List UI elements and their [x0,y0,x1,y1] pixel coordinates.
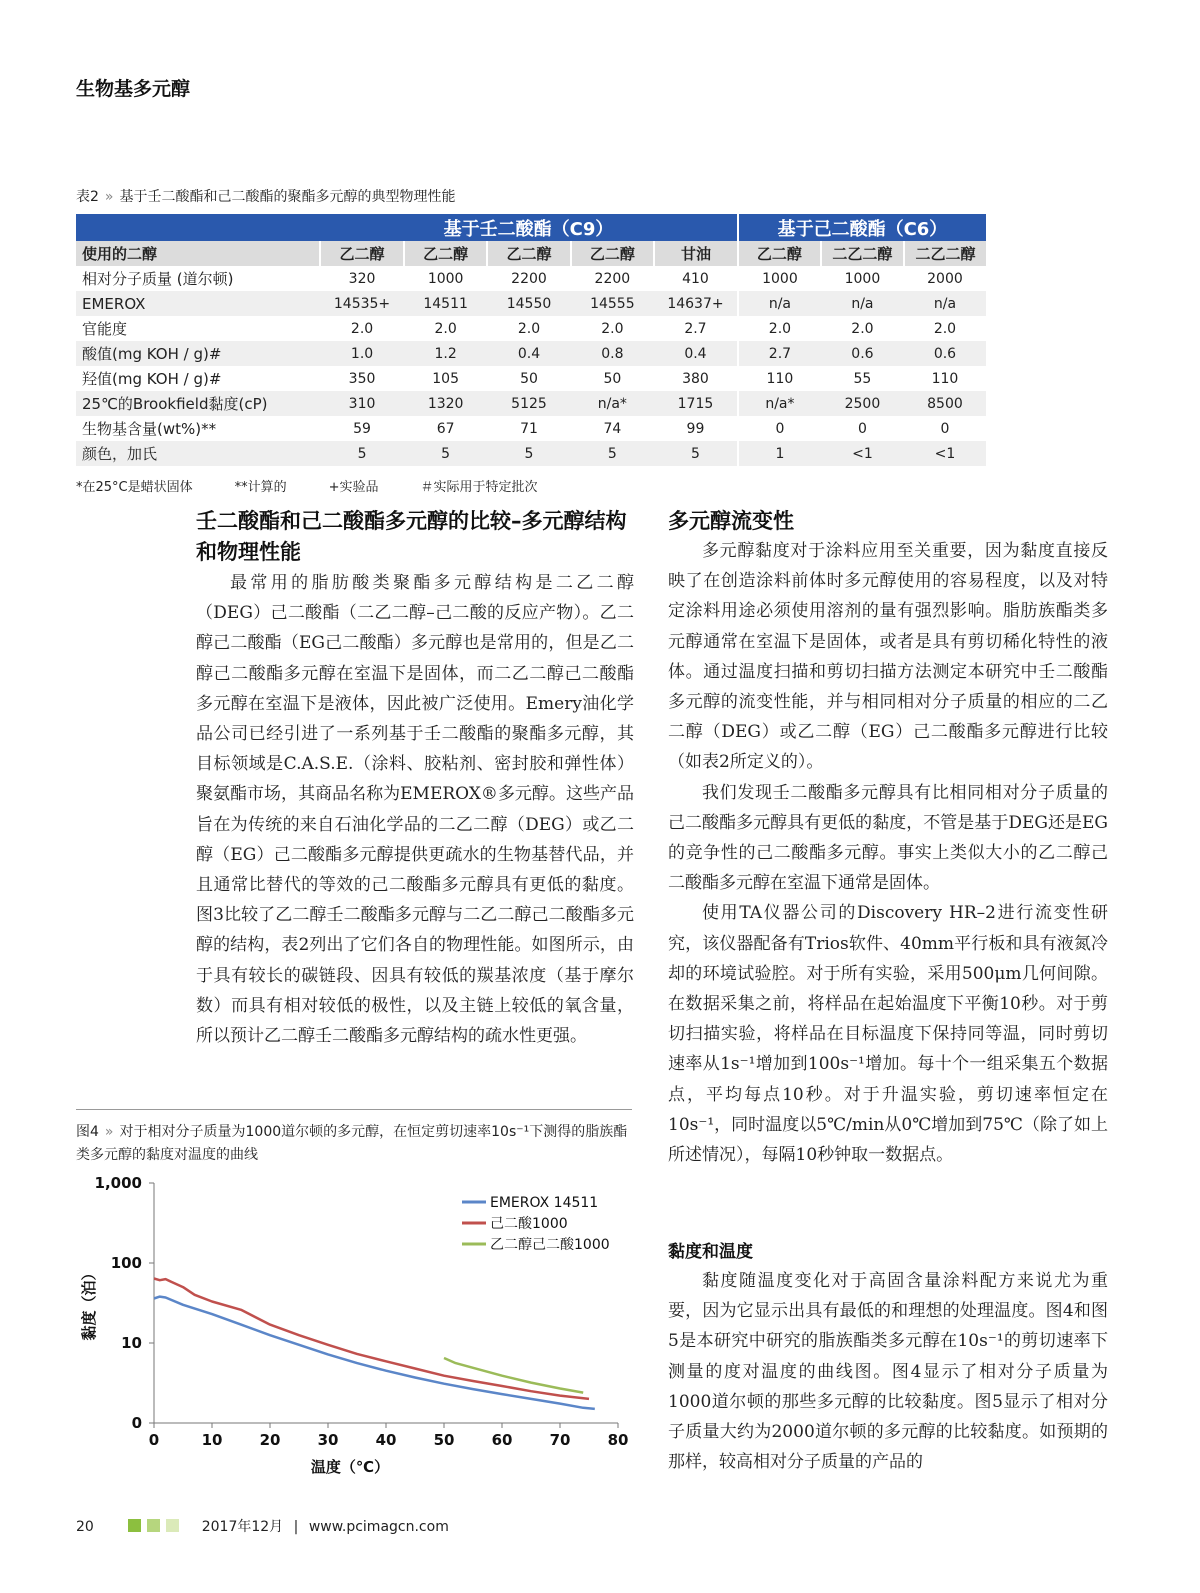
right-paragraph-3: 使用TA仪器公司的Discovery HR–2进行流变性研究，该仪器配备有Trios软件、40mm平行板和具有液氮冷却的环境试验腔。对于所有实验，采用500μm几何间隙。在数据采集之前，将样品在起始温度下平衡10秒。对于剪切扫描实验，将样品在目标温度下保持同等温，同时剪切速率从1s⁻¹增加到100s⁻¹增加。每十个一组采集五个数据点，平均每点10秒。对于升温实验，剪切速率恒定在10s⁻¹，同时温度以5℃/min从0℃增加到75℃（除了如上所述情况），每隔10秒钟取一数据点。 [668,903,1108,1166]
table-cell: 2.0 [821,316,904,341]
table-cell: n/a* [738,391,821,416]
footer-square-icon [166,1519,179,1532]
diol-row-label: 使用的二醇 [76,241,320,266]
table-cell: 14550 [487,291,570,316]
table-row [76,416,986,441]
group-header-c6: 基于己二酸酯（C6） [738,214,986,241]
table-cell: 1715 [654,391,738,416]
table-cell: 5 [571,441,654,466]
x-tick-label: 20 [259,1431,281,1449]
table-cell: 0.4 [654,341,738,366]
footer-website: www.pcimagcn.com [308,1519,449,1535]
y-tick-label: 0 [131,1414,142,1432]
diol-cell: 甘油 [654,241,738,266]
x-tick-label: 30 [317,1431,339,1449]
page-footer [76,1516,449,1536]
table-caption-text: 基于壬二酸酯和己二酸酯的聚酯多元醇的典型物理性能 [119,189,456,205]
table-cell: 67 [404,416,487,441]
table-cell: 2.0 [571,316,654,341]
right-paragraph-4: 黏度随温度变化对于高固含量涂料配方来说尤为重要，因为它显示出具有最低的和理想的处理温度。图4和图5是本研究中研究的脂族酯类多元醇在10s⁻¹的剪切速率下测量的度对温度的曲线图。图4显示了相对分子质量为1000道尔顿的那些多元醇的比较黏度。图5显示了相对分子质量大约为2000道尔顿的多元醇的比较黏度。如预期的那样，较高相对分子质量的产品的 [668,1271,1108,1473]
table-cell: 5 [487,441,570,466]
table-cell: 5 [654,441,738,466]
table-cell: 50 [571,366,654,391]
table-cell: 105 [404,366,487,391]
right-section-body-2 [668,1266,1108,1477]
table-diol-row [76,241,986,266]
table-cell: 1000 [821,266,904,291]
table-row [76,441,986,466]
table-caption [76,186,456,206]
table-corner-cell [76,214,320,241]
table-cell: n/a [738,291,821,316]
diol-cell: 乙二醇 [738,241,821,266]
page-number: 20 [76,1519,94,1535]
table-row [76,341,986,366]
table-row [76,366,986,391]
table-row-label: 官能度 [76,316,320,341]
y-tick-label: 100 [110,1254,142,1272]
y-tick-label: 10 [121,1334,142,1352]
table-cell: 110 [738,366,821,391]
table-cell: 0 [738,416,821,441]
table-cell: n/a [904,291,986,316]
table-row [76,391,986,416]
table-cell: <1 [904,441,986,466]
table-cell: 14637+ [654,291,738,316]
x-tick-label: 0 [148,1431,160,1449]
table-cell: 2.0 [404,316,487,341]
diol-cell: 乙二醇 [571,241,654,266]
table-cell: 1000 [404,266,487,291]
figure-divider [76,1109,632,1110]
x-tick-label: 70 [549,1431,571,1449]
right-section-heading: 多元醇流变性 [668,509,794,533]
table-cell: 1 [738,441,821,466]
table-cell: 2.0 [487,316,570,341]
legend-label: 乙二醇己二酸1000 [490,1237,610,1253]
right-section-body [668,536,1108,1170]
table-cell: 1320 [404,391,487,416]
table-cell: 320 [320,266,404,291]
y-axis-label: 黏度（泊） [80,1265,98,1341]
table-cell: 2.0 [904,316,986,341]
table-cell: 5 [404,441,487,466]
table-cell: 2200 [487,266,570,291]
footer-divider: | [293,1519,299,1535]
chevron-right-icon: » [104,189,114,205]
table-row-label: 颜色，加氏 [76,441,320,466]
table-cell: 59 [320,416,404,441]
row-label-text: 酸值(mg KOH / g)# [82,345,222,363]
footer-square-icon [147,1519,160,1532]
table-cell: 1.2 [404,341,487,366]
footnote: *在25°C是蜡状固体 [76,480,193,495]
right-paragraph-2: 我们发现壬二酸酯多元醇具有比相同相对分子质量的己二酸酯多元醇具有更低的黏度，不管是基于DEG还是EG的竞争性的己二酸酯多元醇。事实上类似大小的乙二醇己二酸酯多元醇在室温下通常是固体。 [668,782,1108,894]
footer-square-icon [128,1519,141,1532]
diol-cell: 二乙二醇 [821,241,904,266]
right-paragraph-1: 多元醇黏度对于涂料应用至关重要，因为黏度直接反映了在创造涂料前体时多元醇使用的容易程度，以及对特定涂料用途必须使用溶剂的量有强烈影响。脂肪族酯类多元醇通常在室温下是固体，或者是具有剪切稀化特性的液体。通过温度扫描和剪切扫描方法测定本研究中壬二酸酯多元醇的流变性能，并与相同相对分子质量的相应的二乙二醇（DEG）或乙二醇（EG）己二酸酯多元醇进行比较（如表2所定义的）。 [668,541,1108,773]
table-cell: 310 [320,391,404,416]
legend-label: 己二酸1000 [490,1216,568,1232]
table-cell: 350 [320,366,404,391]
table-cell: 5 [320,441,404,466]
figure-caption [76,1121,636,1167]
diol-cell: 乙二醇 [320,241,404,266]
figure-caption-text: 对于相对分子质量为1000道尔顿的多元醇，在恒定剪切速率10s⁻¹下测得的脂族酯类多元醇的黏度对温度的曲线 [76,1124,628,1163]
table-row [76,316,986,341]
series-line [154,1297,595,1409]
x-tick-label: 40 [375,1431,397,1449]
footnote: +实验品 [328,480,379,495]
table-row-label: 生物基含量(wt%)** [76,416,320,441]
group-header-c9: 基于壬二酸酯（C9） [320,214,738,241]
left-section-body [196,568,634,1051]
row-label-text: 羟值(mg KOH / g)# [82,370,222,388]
table-cell: 71 [487,416,570,441]
chevron-right-icon: » [104,1124,114,1140]
table-cell: 0.8 [571,341,654,366]
legend-label: EMEROX 14511 [490,1195,599,1211]
diol-cell: 乙二醇 [487,241,570,266]
table-cell: 0 [821,416,904,441]
table-cell: n/a* [571,391,654,416]
left-section-heading: 壬二酸酯和己二酸酯多元醇的比较–多元醇结构和物理性能 [196,509,627,564]
table-cell: 14511 [404,291,487,316]
table-cell: 380 [654,366,738,391]
table-cell: 2.7 [738,341,821,366]
section-title: 生物基多元醇 [76,78,191,100]
table-cell: 410 [654,266,738,291]
table-cell: 0.6 [904,341,986,366]
x-tick-label: 60 [491,1431,513,1449]
table-cell: 74 [571,416,654,441]
properties-table [76,214,986,466]
table-cell: 2200 [571,266,654,291]
table-cell: 2500 [821,391,904,416]
table-cell: 8500 [904,391,986,416]
footnote: **计算的 [234,480,287,495]
diol-cell: 二乙二醇 [904,241,986,266]
x-axis-label: 温度（℃） [310,1458,390,1476]
table-row-label: 25℃的Brookfield黏度(cP) [76,391,320,416]
table-row [76,291,986,316]
x-tick-label: 10 [201,1431,223,1449]
table-cell: 2.7 [654,316,738,341]
table-cell: 2.0 [738,316,821,341]
figure-label: 图4 [76,1124,99,1140]
table-cell: 14535+ [320,291,404,316]
viscosity-temperature-chart [76,1165,636,1485]
table-cell: 5125 [487,391,570,416]
table-cell: 99 [654,416,738,441]
table-row-label [76,341,320,366]
table-caption-label: 表2 [76,189,99,205]
right-subheading: 黏度和温度 [668,1242,753,1262]
table-cell: 2.0 [320,316,404,341]
table-row-label: 相对分子质量 (道尔顿) [76,266,320,291]
table-cell: 0 [904,416,986,441]
table-row-label [76,366,320,391]
table-footnotes [76,476,580,495]
x-tick-label: 50 [433,1431,455,1449]
table-cell: 1000 [738,266,821,291]
table-cell: 55 [821,366,904,391]
table-cell: n/a [821,291,904,316]
footnote: ＃实际用于特定批次 [420,480,538,495]
table-cell: 50 [487,366,570,391]
table-cell: 0.6 [821,341,904,366]
table-cell: <1 [821,441,904,466]
table-cell: 1.0 [320,341,404,366]
table-row-label: EMEROX [76,291,320,316]
y-tick-label: 1,000 [94,1174,142,1192]
table-cell: 14555 [571,291,654,316]
table-cell: 110 [904,366,986,391]
table-cell: 2000 [904,266,986,291]
table-group-header-row [76,214,986,241]
table-cell: 0.4 [487,341,570,366]
x-tick-label: 80 [607,1431,629,1449]
diol-cell: 乙二醇 [404,241,487,266]
table-row [76,266,986,291]
footer-date: 2017年12月 [201,1519,284,1535]
left-paragraph: 最常用的脂肪酸类聚酯多元醇结构是二乙二醇（DEG）己二酸酯（二乙二醇–己二酸的反应产物）。乙二醇己二酸酯（EG己二酸酯）多元醇也是常用的，但是乙二醇己二酸酯多元醇在室温下是固体，而二乙二醇己二酸酯多元醇在室温下是液体，因此被广泛使用。Emery油化学品公司已经引进了一系列基于壬二酸酯的聚酯多元醇，其目标领域是C.A.S.E.（涂料、胶粘剂、密封胶和弹性体）聚氨酯市场，其商品名称为EMEROX®多元醇。这些产品旨在为传统的来自石油化学品的二乙二醇（DEG）或乙二醇（EG）己二酸酯多元醇提供更疏水的生物基替代品，并且通常比替代的等效的己二酸酯多元醇具有更低的黏度。图3比较了乙二醇壬二酸酯多元醇与二乙二醇己二酸酯多元醇的结构，表2列出了它们各自的物理性能。如图所示，由于具有较长的碳链段、因具有较低的羰基浓度（基于摩尔数）而具有相对较低的极性，以及主链上较低的氧含量，所以预计乙二醇壬二酸酯多元醇结构的疏水性更强。 [196,573,634,1047]
